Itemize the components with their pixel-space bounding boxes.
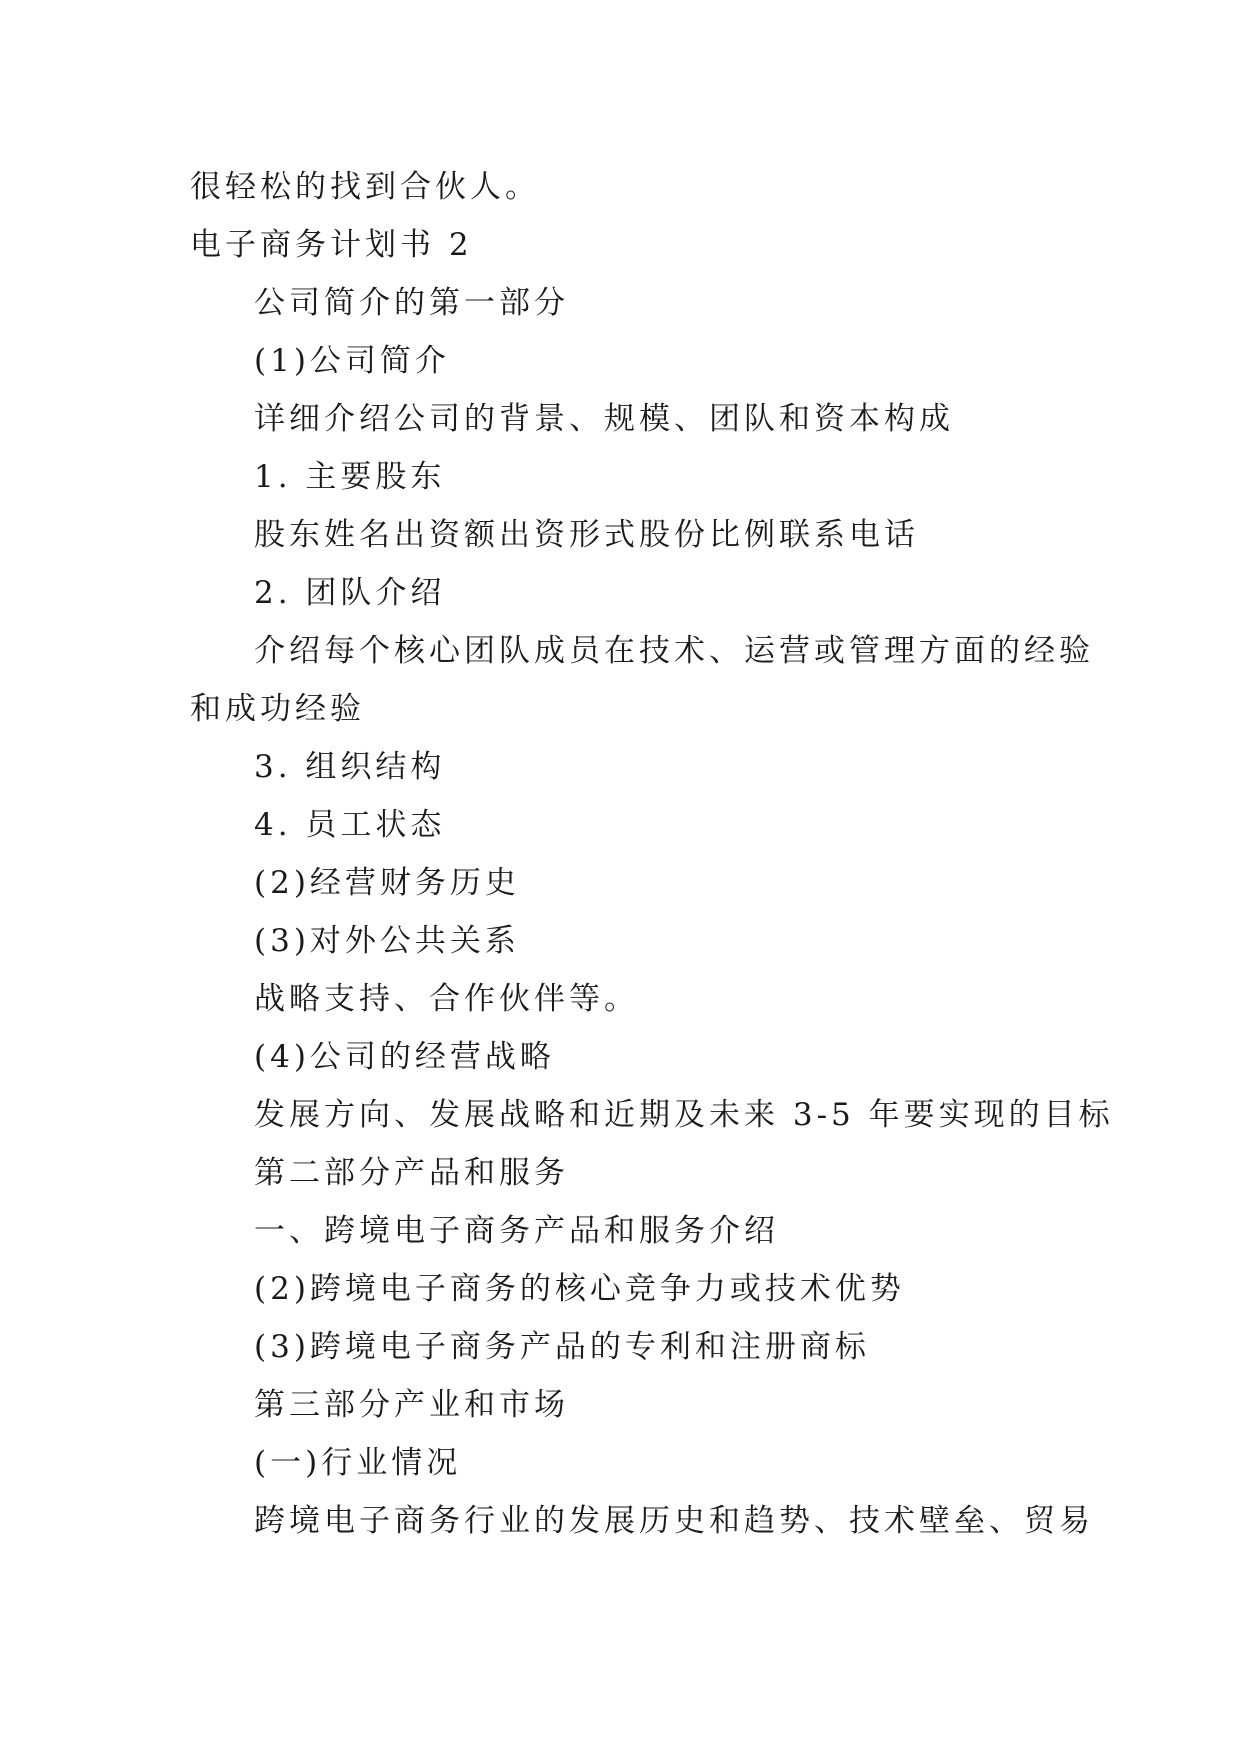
text-line: 第二部分产品和服务 <box>254 1155 569 1191</box>
text-line: 发展方向、发展战略和近期及未来 3-5 年要实现的目标 <box>254 1097 1114 1133</box>
text-line: 一、跨境电子商务产品和服务介绍 <box>254 1213 779 1249</box>
text-line: 很轻松的找到合伙人。 <box>190 169 540 205</box>
text-line: 公司简介的第一部分 <box>254 285 569 321</box>
text-line: (3)对外公共关系 <box>254 923 520 959</box>
text-line: 2. 团队介绍 <box>254 575 446 611</box>
text-line: (2)跨境电子商务的核心竞争力或技术优势 <box>254 1271 905 1307</box>
section-title: 电子商务计划书 2 <box>190 227 473 263</box>
text-line: 详细介绍公司的背景、规模、团队和资本构成 <box>254 401 954 437</box>
text-line: 3. 组织结构 <box>254 749 446 785</box>
text-line: 跨境电子商务行业的发展历史和趋势、技术壁垒、贸易 <box>254 1503 1094 1539</box>
text-line: 股东姓名出资额出资形式股份比例联系电话 <box>254 517 919 553</box>
text-line: 战略支持、合作伙伴等。 <box>254 981 639 1017</box>
text-line: (一)行业情况 <box>254 1445 462 1481</box>
text-line: 和成功经验 <box>190 691 365 727</box>
text-line: (2)经营财务历史 <box>254 865 520 901</box>
text-line: 4. 员工状态 <box>254 807 446 843</box>
document-body <box>190 158 1114 1550</box>
text-line: (1)公司简介 <box>254 343 450 379</box>
text-line: 介绍每个核心团队成员在技术、运营或管理方面的经验 <box>254 633 1094 669</box>
text-line: (3)跨境电子商务产品的专利和注册商标 <box>254 1329 870 1365</box>
text-line: 1. 主要股东 <box>254 459 446 495</box>
text-line: 第三部分产业和市场 <box>254 1387 569 1423</box>
text-line: (4)公司的经营战略 <box>254 1039 555 1075</box>
